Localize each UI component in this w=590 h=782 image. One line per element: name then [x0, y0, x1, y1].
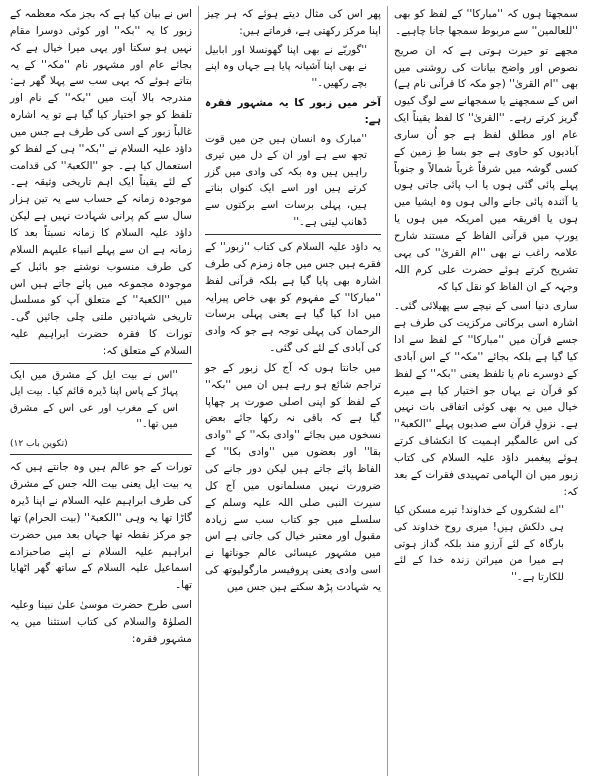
- paragraph: آخر میں زبور کا یہ مشہور فقرہ ہے:: [205, 97, 381, 127]
- text-columns: [6, 6, 584, 776]
- paragraph: پھر اس کی مثال دیتے ہوئے کہ ہر چیز اپنا مرکز رکھتی ہے، فرماتے ہیں:: [205, 8, 381, 37]
- paragraph: مجھے تو حیرت ہوتی ہے کہ ان صریح نصوص اور واضح بیانات کی روشنی میں بھی ''ام القریٰ'' (جو مکہ کا قرآنی نام ہے) اس کے سمجھنے یا سمجھانے سے لوگ کیوں گریز کرتے رہے۔ ''القریٰ'' کا لفظ یقیناً ایک عام اور مطلق لفظ ہے جو اُن ساری آبادیوں کو حاوی ہے جو بسا طِ زمین کے کسی گوشہ میں شرقاً غرباً شمالاً و جنوباً پہلے پائی گئی ہوں یا اب پائی جاتی ہوں یا آئندہ پائی جانے والی ہوں وہ ایشیا میں ہوں یا افریقہ میں امریکہ میں ہوں یا یورپ میں قرآنی الفاظ کے مستند شارح علامہ راغب نے بھی ''ام القریٰ'' کی یہی تشریح کرتے ہوئے حضرت علی کرم اللہ وجہہ کے ان الفاظ کو نقل کیا کہ: [394, 44, 578, 293]
- paragraph: میں جانتا ہوں کہ آج کل زبور کے جو تراجم شائع ہو رہے ہیں ان میں ''بکہ'' کے لفظ کو اپنی اصلی صورت پر چھاپا گیا ہے کہ باقی نہ رکھا جائے بعض نسخوں میں بجائے ''وادی بکہ'' کے ''وادی بقا'' اور بعضوں میں ''وادی بکا'' کے الفاظ پائے جاتے ہیں لیکن دور جانے کی ضرورت نہیں مسلمانوں میں آج کل سیرت النبی صلی اللہ علیہ وسلم کے سلسلے میں جو کتاب سب سے زیادہ مقبول اور معتبر خیال کی جاتی ہے اس میں مشہور عیسائی عالم جوناتھا نے اسی وادی یعنی پروفیسر مارگولیوتھ کی یہ شہادت پڑھ سکتے ہیں جس میں: [205, 361, 381, 593]
- section-divider: [10, 454, 192, 455]
- quote-reference: (تکوین باب ۱۲): [10, 438, 68, 449]
- paragraph: ساری دنیا اسی کے نیچے سے پھیلائی گئی۔ اشارہ اسی برکاتی مرکزیت کی طرف ہے جسے قرآن میں ''مبارکا'' کے لفظ سے ادا کیا گیا ہے بلکہ بجائے ''مکہ'' کے اس آبادی کے دوسرے نام یا تلفظ یعنی ''بکہ'' کے لفظ کو قرآن نے یہاں جو اختیار کیا ہے میرے خیال میں یہ بھی کوئی اتفاقی بات نہیں ہے۔ نزولِ قرآن سے صدیوں پہلے ''الکعبۃ'' کی اس عالمگیر اہمیت کا انکشاف کرتے ہوئے پیغمبر داؤد علیہ السلام کی کتاب زبور میں ان الہامی تمہیدی فقرات کے بعد کہ:: [394, 300, 578, 498]
- section-divider: [205, 234, 381, 235]
- column-middle: [199, 6, 387, 776]
- paragraph: اسی طرح حضرت موسیٰ علیٰ نبینا وعلیہ الصلوٰۃ والسلام کی کتاب استثنا میں یہ مشہور فقرہ:: [10, 599, 192, 645]
- block-quote: ''مبارک وہ انسان ہیں جن میں قوت تجھ سے ہے اور ان کے دل میں تیری راہیں ہیں وہ بکہ کی وادی میں گزر کرتے ہیں اور اسے ایک کنواں بناتے ہیں، پہلی برسات اسے برکتوں سے ڈھانپ لیتی ہے۔'': [205, 133, 367, 228]
- paragraph: سمجھتا ہوں کہ ''مبارکا'' کے لفظ کو بھی ''للعالمین'' سے مربوط سمجھا جانا چاہیے۔: [394, 8, 578, 37]
- column-left: [4, 6, 198, 776]
- section-divider: [10, 363, 192, 364]
- block-quote: ''اے لشکروں کے خداوند! تیرے مسکن کیا ہی دلکش ہیں! میری روح خداوند کی بارگاہ کے لئے آرزو مند بلکہ گداز ہوتی ہے میرا من میراتن زندہ خدا کے لئے للکارتا ہے۔'': [394, 505, 564, 583]
- paragraph: اس نے بیان کیا ہے کہ بجز مکہ معظمہ کے زبور کا یہ ''بکہ'' اور کوئی دوسرا مقام نہیں ہو سکتا اور یہی میرا خیال ہے کہ بجائے عام اور مشہور نام ''مکہ'' کے یہ بتاتے ہوئے کہ یہی سب سے پہلا گھر ہے: مندرجہ بالا آیت میں ''بکہ'' کے نام اور تلفظ کو جو اختیار کیا گیا ہے تو یہ اشارہ غالباً زبور کے اسی کی طرف ہے جس میں داؤد علیہ السلام نے ''بکہ'' ہی کے لفظ کو استعمال کیا ہے۔ جو ''الکعبۃ'' کی قدامت کے لئے یقیناً ایک اہم تاریخی وثیقہ ہے۔ موجودہ زمانہ کے حساب سے یہ تین ہزار سال سے کم پرانی شہادت نہیں ہے لیکن داؤد علیہ السلام کا زمانہ نسبتاً بعد کا زمانہ ہے ان سے پہلے انبیاء علیہم السلام کی طرف منسوب نوشتے جو بائبل کے موجودہ مجموعہ میں پائے جاتے ہیں اس میں ''الکعبۃ'' کے متعلق آپ کو مسلسل تاریخی شہادتیں ملتی چلی جائیں گی۔ تورات کا فقرہ حضرت ابراہیم علیہ السلام کے متعلق کہ:: [10, 8, 192, 357]
- column-right: [388, 6, 584, 776]
- paragraph: یہ داؤد علیہ السلام کی کتاب ''زبور'' کے فقرے ہیں جس میں جاہ زمزم کی طرف اشارہ بھی پایا گیا ہے بلکہ قرآنی لفظ ''مبارکا'' کے مفہوم کو بھی خاص پیرایہ میں ادا کیا گیا ہے یعنی پہلی برسات الرحمان کی پہلی توجہ ہے جو کہ وادی کی آبادی کے لئے کی گئی۔: [205, 241, 381, 355]
- block-quote: ''اس نے بیت ایل کے مشرق میں ایک پہاڑ کے پاس اپنا ڈیرہ قائم کیا۔ بیت ایل اس کے مغرب اور عی اس کے مشرق میں تھا۔'': [10, 369, 178, 431]
- paragraph: تورات کے جو عالم ہیں وہ جانتے ہیں کہ یہ بیت ایل یعنی بیت اللہ جس کے مشرق کی طرف ابراہیم علیہ السلام نے اپنا ڈیرہ گاڑا تھا یہ وہی ''الکعبۃ'' (بیت الحرام) تھا جو مرکز نقطہ تھا جہاں بعد میں حضرت ابراہیم علیہ السلام نے اپنے صاحبزادے اسماعیل علیہ السلام کے ساتھ گھر اٹھایا تھا۔: [10, 461, 192, 592]
- block-quote: ''گوریّے نے بھی اپنا گھونسلا اور ابابیل نے بھی اپنا آشیانہ پایا ہے جہاں وہ اپنے بچے رکھیں۔'': [205, 44, 367, 89]
